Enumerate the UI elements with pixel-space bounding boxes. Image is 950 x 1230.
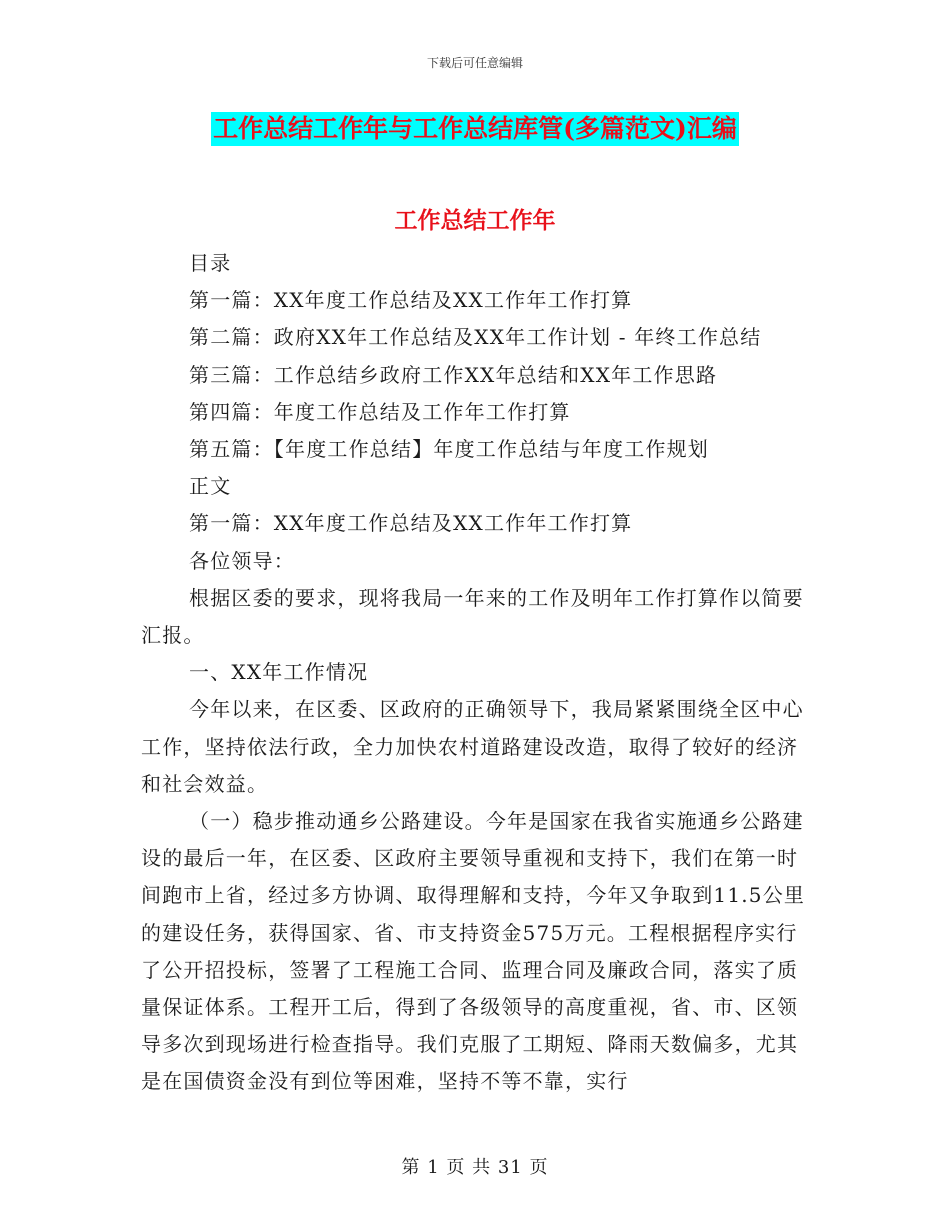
- document-title: 工作总结工作年与工作总结库管(多篇范文)汇编: [211, 112, 739, 146]
- article-title: 第一篇：XX年度工作总结及XX工作年工作打算: [189, 511, 633, 536]
- body-heading: 正文: [189, 474, 232, 499]
- toc-item-3: 第三篇：工作总结乡政府工作XX年总结和XX年工作思路: [189, 362, 718, 387]
- toc-item-1: 第一篇：XX年度工作总结及XX工作年工作打算: [189, 288, 633, 313]
- header-note: 下载后可任意编辑: [426, 56, 523, 70]
- toc-item-2: 第二篇：政府XX年工作总结及XX年工作计划 - 年终工作总结: [189, 325, 762, 350]
- toc-heading: 目录: [189, 251, 232, 275]
- section-title: 工作总结工作年: [394, 207, 556, 234]
- section-heading: 一、XX年工作情况: [189, 660, 369, 685]
- toc-item-5: 第五篇：【年度工作总结】年度工作总结与年度工作规划: [189, 437, 709, 462]
- body-paragraph: 今年以来，在区委、区政府的正确领导下，我局紧紧围绕全区中心工作，坚持依法行政，全力加快农村道路建设改造，取得了较好的经济和社会效益。: [141, 697, 804, 796]
- body-paragraph: （一）稳步推动通乡公路建设。今年是国家在我省实施通乡公路建设的最后一年，在区委、区政府主要领导重视和支持下，我们在第一时间跑市上省，经过多方协调、取得理解和支持，今年又争取到11.5公里的建设任务，获得国家、省、市支持资金575万元。工程根据程序实行了公开招投标，签署了工程施工合同、监理合同及廉政合同，落实了质量保证体系。工程开工后，得到了各级领导的高度重视，省、市、区领导多次到现场进行检查指导。我们克服了工期短、降雨天数偏多，尤其是在国债资金没有到位等困难，坚持不等不靠，实行: [141, 809, 806, 1094]
- body-paragraph: 根据区委的要求，现将我局一年来的工作及明年工作打算作以简要汇报。: [141, 585, 804, 648]
- toc-item-4: 第四篇：年度工作总结及工作年工作打算: [189, 399, 571, 424]
- salutation: 各位领导：: [189, 548, 295, 573]
- page-footer: 第 1 页 共 31 页: [401, 1157, 549, 1178]
- document-body: [141, 245, 813, 1101]
- document-title-block: [0, 112, 950, 146]
